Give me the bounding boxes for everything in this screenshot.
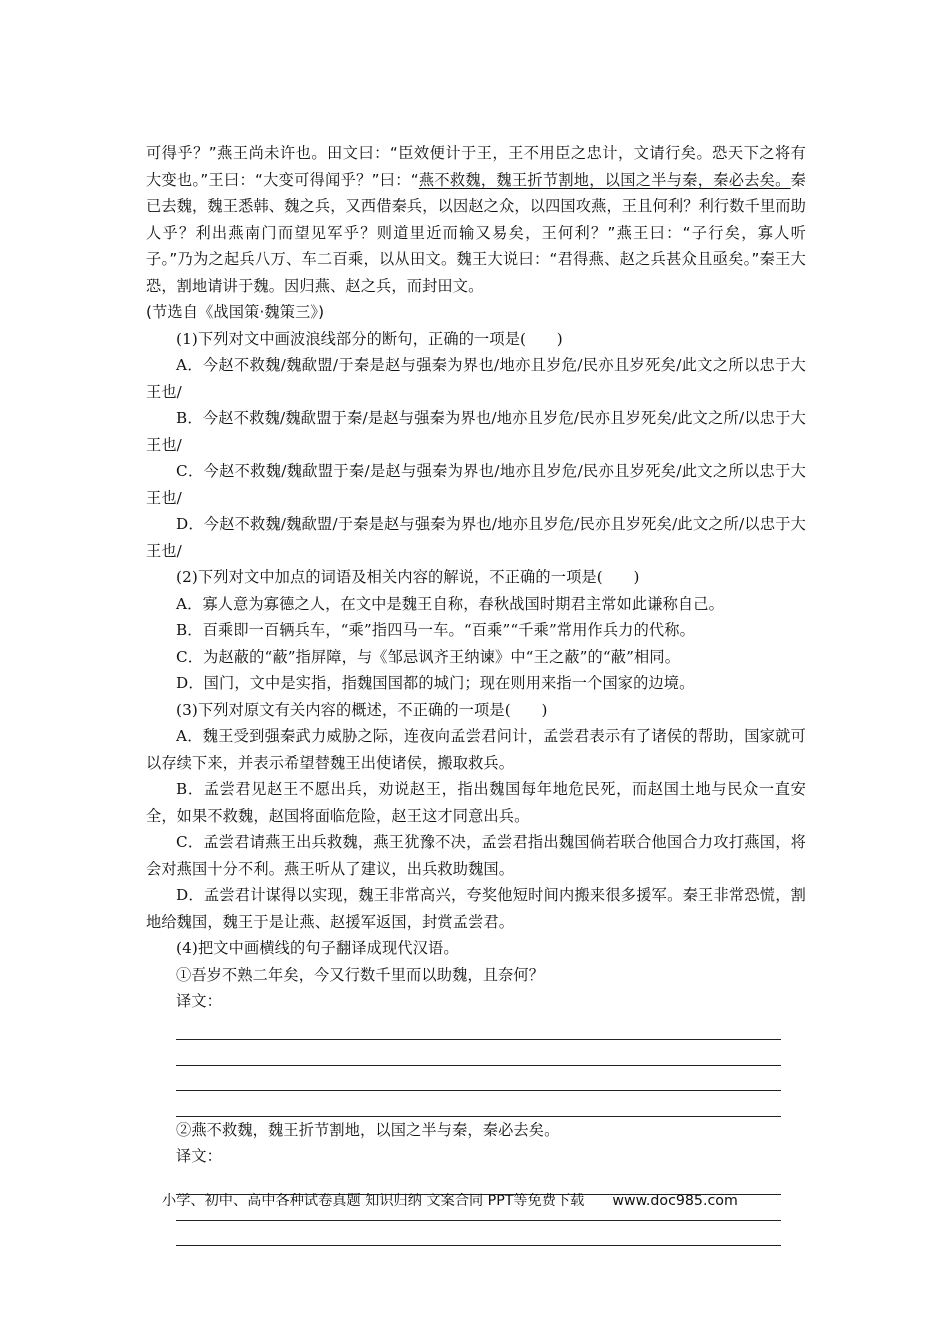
question-2-option-d: D．国门，文中是实指，指魏国国都的城门；现在则用来指一个国家的边境。 <box>176 674 695 692</box>
question-1-option-c: C．今赵不救魏/魏歃盟于秦/是赵与强秦为界也/地亦且岁危/民亦且岁死矣/此文之所以忠于大王也/ <box>146 462 806 507</box>
footer <box>162 1190 802 1210</box>
question-2-stem: (2)下列对文中加点的词语及相关内容的解说，不正确的一项是( ) <box>176 568 640 586</box>
translation-label-2: 译文： <box>176 1147 223 1165</box>
question-1-option-d: D．今赵不救魏/魏歃盟/于秦是赵与强秦为界也/地亦且岁危/民亦且岁死矣/此文之所/以忠于大王也/ <box>146 515 806 560</box>
question-1-option-a: A．今赵不救魏/魏歃盟/于秦是赵与强秦为界也/地亦且岁危/民亦且岁死矣/此文之所以忠于大王也/ <box>146 356 806 401</box>
question-1 <box>146 326 806 565</box>
answer-lines-1[interactable] <box>176 1015 781 1117</box>
passage-text <box>146 140 806 299</box>
question-2-option-b: B．百乘即一百辆兵车，“乘”指四马一车。“百乘”“千乘”常用作兵力的代称。 <box>176 621 695 639</box>
question-2 <box>146 564 806 697</box>
translation-label-1: 译文： <box>176 992 223 1010</box>
answer-line[interactable] <box>176 1040 781 1066</box>
question-1-option-b: B．今赵不救魏/魏歃盟于秦/是赵与强秦为界也/地亦且岁危/民亦且岁死矣/此文之所/以忠于大王也/ <box>146 409 806 454</box>
question-4-sentence-1: ①吾岁不熟二年矣，今又行数千里而以助魏，且奈何？ <box>176 965 545 984</box>
question-2-option-a: A．寡人意为寡德之人，在文中是魏王自称，春秋战国时期君主常如此谦称自己。 <box>176 594 724 613</box>
answer-line[interactable] <box>176 1066 781 1092</box>
passage-text-pre: 可得乎？”燕王尚未许也。田文曰：“臣效便计于王，王不用臣之忠计，文请行矣。恐天下之将有大变也。”王曰：“大变可得闻乎？”曰：“ <box>146 144 806 189</box>
passage <box>146 140 806 326</box>
underlined-sentence: 燕不救魏，魏王折节割地，以国之半与秦，秦必去矣。 <box>418 170 791 189</box>
answer-line[interactable] <box>176 1015 781 1041</box>
answer-line[interactable] <box>176 1091 781 1117</box>
footer-url[interactable]: www.doc985.com <box>612 1193 738 1209</box>
question-3-option-b: B．孟尝君见赵王不愿出兵，劝说赵王，指出魏国每年地危民死，而赵国土地与民众一直安全，如果不救魏，赵国将面临危险，赵王这才同意出兵。 <box>146 780 806 825</box>
passage-text-post: 秦已去魏，魏王悉韩、魏之兵，又西借秦兵，以因赵之众，以四国攻燕，王且何利？利行数千里而助人乎？利出燕南门而望见军乎？则道里近而输又易矣，王何利？”燕王曰：“子行矣，寡人听子。”乃为之起兵八万、车二百乘，以从田文。魏王大说曰：“君得燕、赵之兵甚众且亟矣。”秦王大恐，割地请讲于魏。因归燕、赵之兵，而封田文。 <box>146 170 807 295</box>
question-3 <box>146 697 806 936</box>
question-4-stem: (4)把文中画横线的句子翻译成现代汉语。 <box>176 939 459 957</box>
question-1-stem: (1)下列对文中画波浪线部分的断句，正确的一项是( ) <box>176 329 563 348</box>
footer-text: 小学、初中、高中各种试卷真题 知识归纳 文案合同 PPT等免费下载 <box>162 1193 585 1209</box>
answer-line[interactable] <box>176 1221 781 1247</box>
question-3-stem: (3)下列对原文有关内容的概述，不正确的一项是( ) <box>176 700 548 719</box>
document-page <box>146 140 806 1246</box>
question-4-sentence-2: ②燕不救魏，魏王折节割地，以国之半与秦，秦必去矣。 <box>176 1120 560 1139</box>
question-3-option-d: D．孟尝君计谋得以实现，魏王非常高兴，夸奖他短时间内搬来很多援军。秦王非常恐慌，割地给魏国，魏王于是让燕、赵援军返国，封赏孟尝君。 <box>146 886 806 931</box>
passage-source: (节选自《战国策·魏策三》) <box>146 303 325 321</box>
question-2-option-c: C．为赵蔽的“蔽”指屏障，与《邹忌讽齐王纳谏》中“王之蔽”的“蔽”相同。 <box>176 647 681 666</box>
question-3-option-c: C．孟尝君请燕王出兵救魏，燕王犹豫不决，孟尝君指出魏国倘若联合他国合力攻打燕国，将会对燕国十分不利。燕王听从了建议，出兵救助魏国。 <box>146 833 806 878</box>
question-3-option-a: A．魏王受到强秦武力威胁之际，连夜向孟尝君问计，孟尝君表示有了诸侯的帮助，国家就可以存续下来，并表示希望替魏王出使诸侯，搬取救兵。 <box>146 727 806 772</box>
